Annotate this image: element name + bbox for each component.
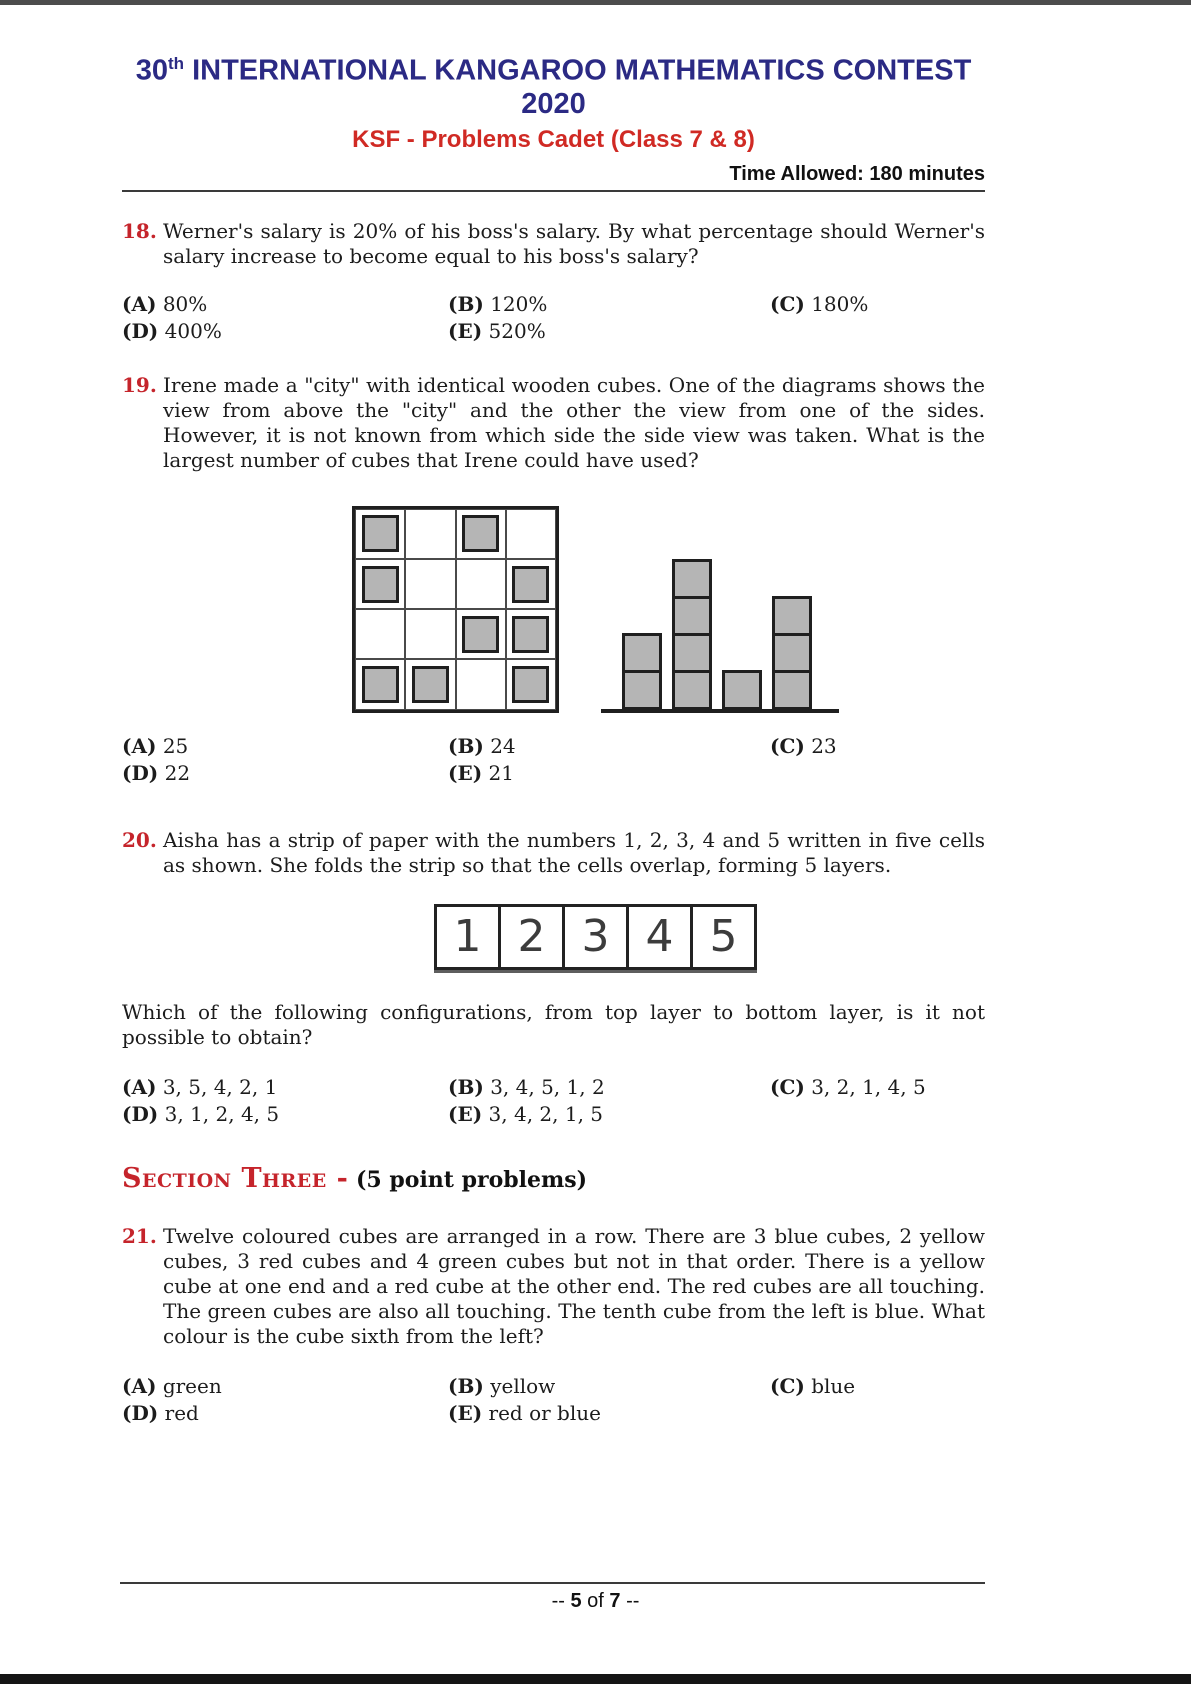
- title-text: INTERNATIONAL KANGAROO MATHEMATICS CONTEST 2020: [184, 54, 972, 120]
- option-value: 80%: [162, 291, 208, 316]
- option-value: red: [164, 1400, 199, 1425]
- section-title-red: Section Three -: [122, 1162, 349, 1194]
- cube-block: [772, 670, 812, 710]
- question-20-options: [122, 1074, 985, 1127]
- option-18-b: [448, 291, 770, 317]
- cube-block: [722, 670, 762, 710]
- cube-block: [672, 633, 712, 673]
- option-18-d: [122, 318, 448, 344]
- question-18: [122, 219, 985, 269]
- option-19-c: [770, 733, 985, 759]
- question-19-options: [122, 733, 985, 786]
- option-value: 25: [162, 733, 189, 758]
- top-view-cell: [506, 509, 556, 559]
- option-label: (C): [770, 733, 805, 758]
- question-20: [122, 828, 985, 878]
- side-view-column: [672, 559, 712, 710]
- top-view-cell: [405, 609, 455, 659]
- top-view-cell: [405, 509, 455, 559]
- cube-block: [462, 515, 499, 552]
- side-view-column: [722, 670, 762, 710]
- footer-current-page: 5: [570, 1590, 582, 1612]
- side-view: [601, 503, 839, 713]
- section-title-black: (5 point problems): [348, 1166, 588, 1193]
- cube-block: [362, 515, 399, 552]
- title-number: 30: [135, 54, 168, 87]
- option-value: 22: [164, 760, 191, 785]
- top-view-cell: [355, 659, 405, 709]
- option-20-e: [448, 1101, 770, 1127]
- cube-block: [672, 596, 712, 636]
- bottom-edge-bar: [0, 1674, 1191, 1684]
- option-label: (A): [122, 291, 157, 316]
- footer-of: of: [581, 1590, 610, 1612]
- question-21: [122, 1224, 985, 1349]
- question-20-text-2: Which of the following configurations, from top layer to bottom layer, is it not possible to obtain?: [122, 999, 985, 1049]
- option-value: 3, 1, 2, 4, 5: [164, 1101, 280, 1126]
- cube-block: [512, 616, 549, 653]
- footer-divider: [120, 1582, 985, 1584]
- top-view-cell: [355, 609, 405, 659]
- option-label: (E): [448, 1400, 483, 1425]
- question-21-text: Twelve coloured cubes are arranged in a row. There are 3 blue cubes, 2 yellow cubes, 3 red cubes and 4 green cubes but not in that order. There is a yellow cube at one end and a red cube at the other end. The red cubes are all touching. The green cubes are also all touching. The tenth cube from the left is blue. What colour is the cube sixth from the left?: [163, 1223, 985, 1348]
- option-label: (E): [448, 760, 483, 785]
- option-20-d: [122, 1101, 448, 1127]
- cube-block: [462, 616, 499, 653]
- option-label: (C): [770, 291, 805, 316]
- option-19-e: [448, 760, 770, 786]
- strip-cell: 1: [434, 904, 501, 970]
- option-label: (E): [448, 318, 483, 343]
- option-19-d: [122, 760, 448, 786]
- cube-block: [772, 596, 812, 636]
- top-view-cell: [456, 609, 506, 659]
- option-value: 3, 5, 4, 2, 1: [162, 1074, 278, 1099]
- top-view-cell: [506, 609, 556, 659]
- option-21-e: [448, 1400, 770, 1426]
- option-21-d: [122, 1400, 448, 1426]
- question-19: [122, 373, 985, 473]
- top-view-grid: [352, 506, 559, 713]
- question-18-options: [122, 291, 985, 344]
- header-divider: [122, 190, 985, 192]
- cube-block: [672, 670, 712, 710]
- number-strip: [434, 904, 757, 970]
- option-value: 3, 2, 1, 4, 5: [811, 1074, 926, 1099]
- side-view-columns: [622, 559, 812, 710]
- question-21-number: 21.: [122, 1223, 157, 1248]
- option-20-c: [770, 1074, 985, 1100]
- page-content-2: [0, 733, 1191, 878]
- option-label: (D): [122, 760, 159, 785]
- option-value: yellow: [490, 1373, 556, 1398]
- option-value: green: [162, 1373, 222, 1398]
- side-view-column: [622, 633, 662, 710]
- question-19-number: 19.: [122, 372, 157, 397]
- top-view-cell: [355, 559, 405, 609]
- option-label: (B): [448, 1074, 484, 1099]
- top-view-cell: [506, 559, 556, 609]
- question-21-options: [122, 1373, 985, 1426]
- title-ordinal: th: [167, 54, 185, 73]
- option-21-b: [448, 1373, 770, 1399]
- contest-title: [122, 54, 985, 121]
- option-label: (D): [122, 1400, 159, 1425]
- option-label: (B): [448, 291, 484, 316]
- question-18-text: Werner's salary is 20% of his boss's salary. By what percentage should Werner's salary increase to become equal to his boss's salary?: [163, 218, 985, 268]
- top-view-cell: [405, 659, 455, 709]
- option-18-c: [770, 291, 985, 317]
- option-label: (A): [122, 733, 157, 758]
- section-three-header: [122, 1163, 985, 1194]
- top-view-cell: [355, 509, 405, 559]
- option-21-a: [122, 1373, 448, 1399]
- question-19-text: Irene made a "city" with identical wooden cubes. One of the diagrams shows the view from above the "city" and the other the view from one of the sides. However, it is not known from which side the side view was taken. What is the largest number of cubes that Irene could have used?: [163, 372, 985, 472]
- top-view-cell: [456, 509, 506, 559]
- side-view-baseline: [601, 709, 839, 713]
- question-20-text: Aisha has a strip of paper with the numbers 1, 2, 3, 4 and 5 written in five cells as shown. She folds the strip so that the cells overlap, forming 5 layers.: [163, 827, 985, 877]
- option-19-b: [448, 733, 770, 759]
- option-value: 400%: [164, 318, 222, 343]
- time-allowed: Time Allowed: 180 minutes: [729, 162, 985, 185]
- cube-block: [512, 666, 549, 703]
- top-view-cell: [456, 559, 506, 609]
- option-21-c: [770, 1373, 985, 1399]
- cube-block: [622, 670, 662, 710]
- side-view-column: [772, 596, 812, 710]
- cube-block: [512, 566, 549, 603]
- cube-block: [672, 559, 712, 599]
- contest-subtitle: KSF - Problems Cadet (Class 7 & 8): [352, 125, 755, 153]
- option-value: 180%: [811, 291, 869, 316]
- option-value: 23: [811, 733, 837, 758]
- option-value: blue: [811, 1373, 856, 1398]
- option-20-b: [448, 1074, 770, 1100]
- top-view-cell: [405, 559, 455, 609]
- footer-dashes: --: [551, 1590, 571, 1612]
- top-view-cell: [506, 659, 556, 709]
- cube-block: [362, 666, 399, 703]
- page-content: [0, 0, 1191, 473]
- top-view-cell: [456, 659, 506, 709]
- page-content-3: [0, 1000, 1191, 1426]
- option-18-e: [448, 318, 770, 344]
- option-value: 120%: [490, 291, 548, 316]
- strip-cell: 3: [562, 904, 629, 970]
- cube-block: [362, 566, 399, 603]
- option-18-a: [122, 291, 448, 317]
- option-label: (D): [122, 1101, 159, 1126]
- option-label: (C): [770, 1373, 805, 1398]
- option-label: (E): [448, 1101, 483, 1126]
- option-label: (C): [770, 1074, 805, 1099]
- question-20-number: 20.: [122, 827, 157, 852]
- question-20-strip-wrap: [0, 904, 1191, 970]
- option-value: 3, 4, 5, 1, 2: [490, 1074, 605, 1099]
- option-value: red or blue: [488, 1400, 601, 1425]
- option-label: (A): [122, 1074, 157, 1099]
- option-label: (B): [448, 733, 484, 758]
- option-19-a: [122, 733, 448, 759]
- strip-cell: 5: [690, 904, 757, 970]
- option-value: 3, 4, 2, 1, 5: [488, 1101, 604, 1126]
- page-number: [0, 1590, 1191, 1613]
- strip-cell: 4: [626, 904, 693, 970]
- option-value: 21: [488, 760, 514, 785]
- footer-total-pages: 7: [609, 1590, 621, 1612]
- question-19-diagram: [0, 503, 1191, 713]
- cube-block: [622, 633, 662, 673]
- option-20-a: [122, 1074, 448, 1100]
- strip-cell: 2: [498, 904, 565, 970]
- option-value: 520%: [488, 318, 546, 343]
- top-edge-bar: [0, 0, 1191, 5]
- cube-block: [412, 666, 449, 703]
- option-label: (B): [448, 1373, 484, 1398]
- option-label: (A): [122, 1373, 157, 1398]
- cube-block: [772, 633, 812, 673]
- option-value: 24: [490, 733, 516, 758]
- question-18-number: 18.: [122, 218, 157, 243]
- option-label: (D): [122, 318, 159, 343]
- footer-dashes: --: [620, 1590, 640, 1612]
